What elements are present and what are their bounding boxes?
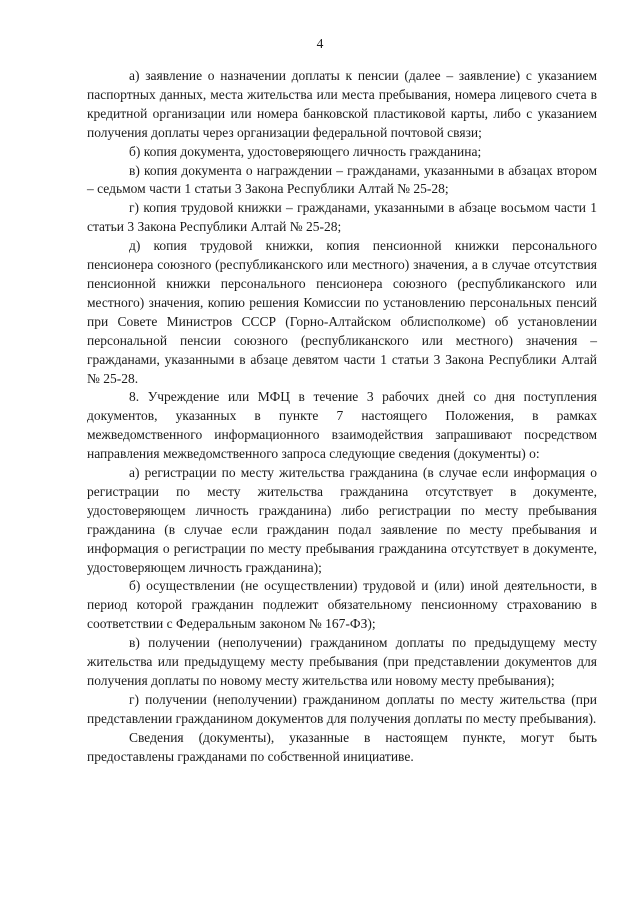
document-body xyxy=(87,67,597,767)
paragraph-8-interagency-request: 8. Учреждение или МФЦ в течение 3 рабочих дней со дня поступления документов, указанных в пункте 7 настоящего Положения, в рамках межведомственного информационного взаимодействия запрашивают посредством направления межведомственного запроса следующие сведения (документы) о: xyxy=(87,389,597,462)
paragraph-7v-award-document: в) копия документа о награждении – гражданами, указанными в абзацах втором – седьмом части 1 статьи 3 Закона Республики Алтай № 25-28; xyxy=(87,162,597,197)
paragraph-7g-work-record: г) копия трудовой книжки – гражданами, указанными в абзаце восьмом части 1 статьи 3 Закона Республики Алтай № 25-28; xyxy=(87,200,597,235)
page-number: 4 xyxy=(316,36,324,51)
paragraph-8b-employment: б) осуществлении (не осуществлении) трудовой и (или) иной деятельности, в период которой гражданин подлежит обязательному пенсионному страхованию в соответствии с Федеральным законом № 167-ФЗ); xyxy=(87,578,597,632)
paragraph-7b-identity-document: б) копия документа, удостоверяющего личность гражданина; xyxy=(129,143,482,159)
paragraph-7a-application: а) заявление о назначении доплаты к пенсии (далее – заявление) с указанием паспортных данных, места жительства или места пребывания, номера лицевого счета в кредитной организации или номера банковской пластиковой карты, либо с указанием получения доплаты через организации федеральной почтовой связи; xyxy=(87,68,597,140)
paragraph-7d-pension-book: д) копия трудовой книжки, копия пенсионной книжки персонального пенсионера союзного (республиканского или местного) значения, а в случае отсутствия пенсионной книжки персонального пенсионера союзного (республиканского или местного) значения, копию решения Комиссии по установлению персональных пенсий при Совете Министров СССР (Горно-Алтайском облисполкоме) об установлении персональной пенсии союзного (республиканского или местного) значения – гражданами, указанными в абзаце девятом части 1 статьи 3 Закона Республики Алтай № 25-28. xyxy=(87,238,597,386)
paragraph-8g-place-of-stay: г) получении (неполучении) гражданином доплаты по месту жительства (при представлении гражданином документов для получения доплаты по месту пребывания). xyxy=(87,691,597,726)
paragraph-8v-previous-residence: в) получении (неполучении) гражданином доплаты по предыдущему месту жительства или предыдущему месту пребывания (при представлении документов для получения доплаты по новому месту жительства или новому месту пребывания); xyxy=(87,635,597,688)
paragraph-8-own-initiative: Сведения (документы), указанные в настоящем пункте, могут быть предоставлены гражданами по собственной инициативе. xyxy=(87,729,597,764)
paragraph-8a-registration: а) регистрации по месту жительства гражданина (в случае если информация о регистрации по месту жительства гражданина отсутствует в документе, удостоверяющем личность гражданина) либо регистрации по месту пребывания гражданина (в случае если гражданин подал заявление по месту пребывания и информация о регистрации по месту пребывания гражданина отсутствует в документе, удостоверяющем личность гражданина); xyxy=(87,465,597,575)
